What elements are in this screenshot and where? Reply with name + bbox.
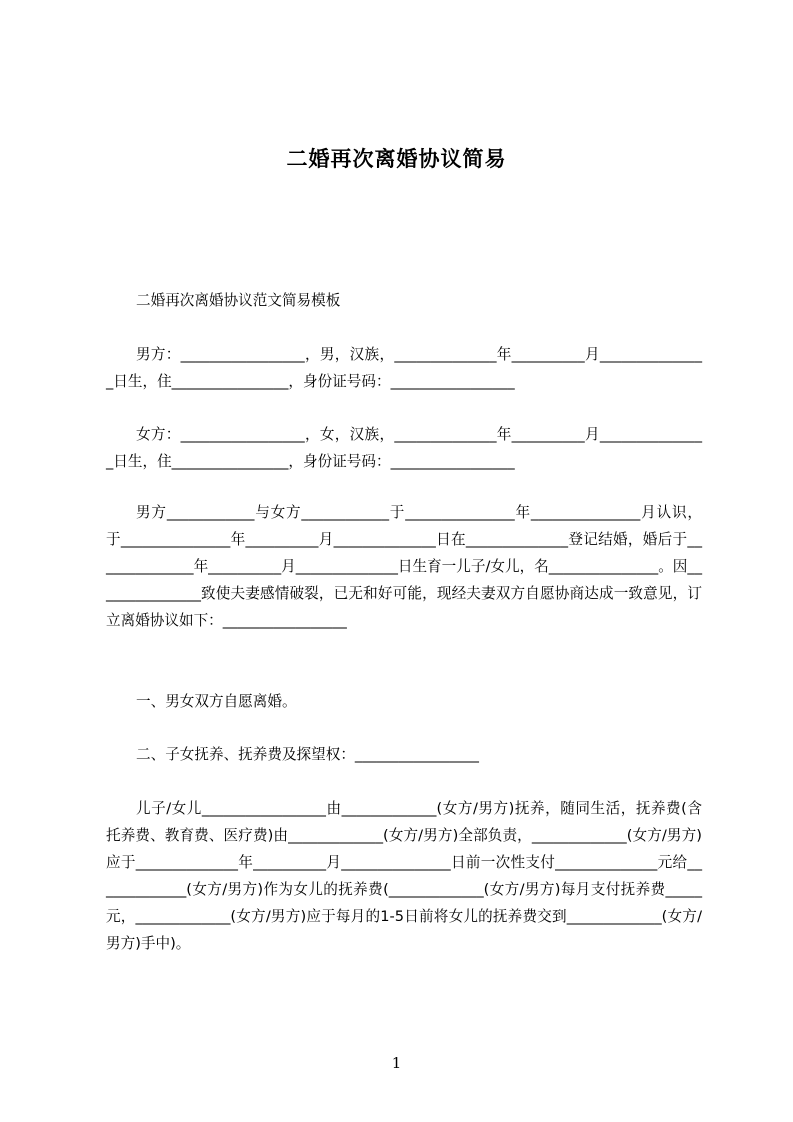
- clause-1-paragraph: 一、男女双方自愿离婚。: [136, 693, 297, 710]
- child-custody-paragraph: 儿子/女儿_________________由_____________(女方/男方)抚养，随同生活，抚养费(含托养费、教育费、医疗费)由_____________(女方/男方)全部负责，_____________(女方/男方)应于______________年__________月_______________日前一次性支付______________元给_____________(女方/男方)作为女儿的抚养费(_____________(女方/男方)每月支付抚养费_____元，_____________(女方/男方)应于每月的1-5日前将女儿的抚养费交到_____________(女方/男方)手中)。: [106, 800, 702, 952]
- clause-2-heading: 二、子女抚养、抚养费及探望权：_________________: [136, 746, 479, 763]
- marriage-history-paragraph: 男方____________与女方____________于_______________年_______________月认识，于_______________年__________月______________日在______________登记结婚，婚后于______________年__________月______________日生育一儿子/女儿，名_______________。因_______________致使夫妻感情破裂，已无和好可能，现经夫妻双方自愿协商达成一致意见，订立离婚协议如下：_________________: [106, 504, 702, 629]
- subtitle-paragraph: 二婚再次离婚协议范文简易模板: [136, 292, 341, 309]
- male-party-paragraph: 男方：_________________，男，汉族，______________年__________月_______________日生，住________________，身份证号码：_________________: [106, 346, 702, 390]
- female-party-paragraph: 女方：_________________，女，汉族，______________年__________月_______________日生，住________________，身份证号码：_________________: [106, 426, 702, 470]
- document-title: 二婚再次离婚协议简易: [286, 147, 507, 171]
- page-number: 1: [391, 1054, 402, 1072]
